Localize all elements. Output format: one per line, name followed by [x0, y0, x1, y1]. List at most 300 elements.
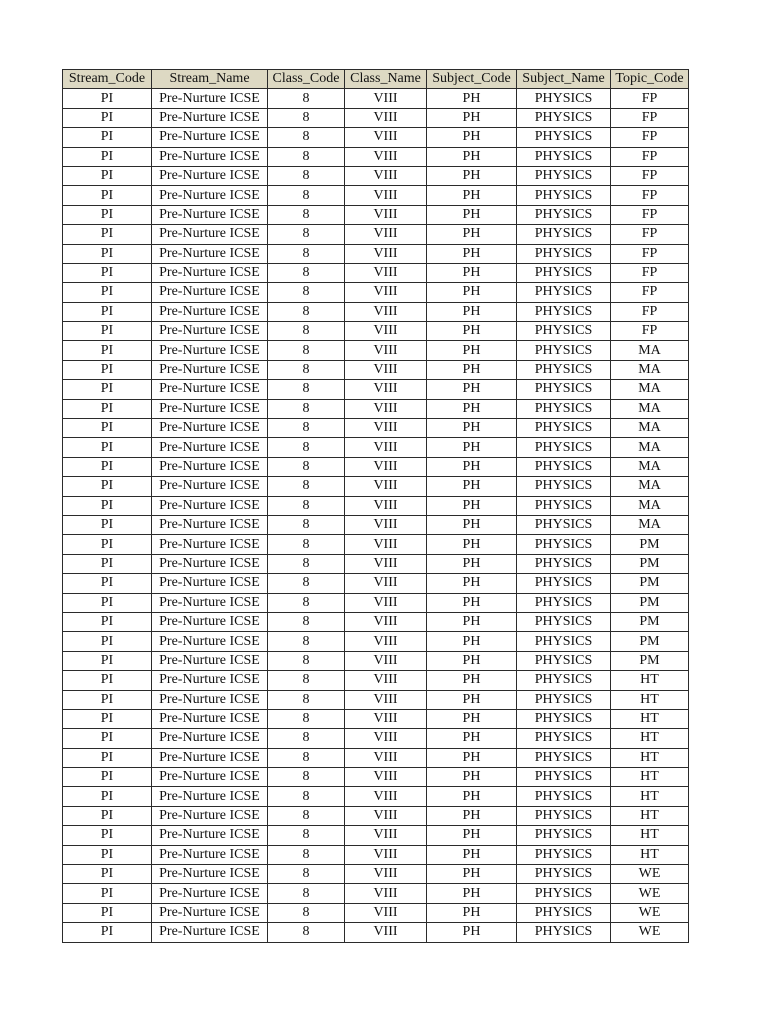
table-row — [63, 923, 689, 942]
subject-code-cell: PH — [427, 205, 517, 224]
class-name-cell: VIII — [345, 632, 427, 651]
topic-code-cell: MA — [611, 399, 689, 418]
subject-code-cell: PH — [427, 322, 517, 341]
stream-code-cell: PI — [63, 438, 152, 457]
stream-code-cell: PI — [63, 748, 152, 767]
topic-code-cell: FP — [611, 283, 689, 302]
class-name-cell: VIII — [345, 865, 427, 884]
stream-name-cell: Pre-Nurture ICSE — [152, 612, 268, 631]
topic-code-cell: MA — [611, 360, 689, 379]
subject-code-cell: PH — [427, 438, 517, 457]
stream-name-cell: Pre-Nurture ICSE — [152, 748, 268, 767]
stream-name-cell: Pre-Nurture ICSE — [152, 147, 268, 166]
class-name-cell: VIII — [345, 845, 427, 864]
topic-code-cell: WE — [611, 923, 689, 942]
stream-name-cell: Pre-Nurture ICSE — [152, 380, 268, 399]
subject-name-cell: PHYSICS — [517, 729, 611, 748]
topic-code-cell: PM — [611, 593, 689, 612]
subject-name-cell: PHYSICS — [517, 322, 611, 341]
class-name-cell: VIII — [345, 923, 427, 942]
topic-code-cell: FP — [611, 322, 689, 341]
stream-code-cell: PI — [63, 535, 152, 554]
class-code-cell: 8 — [268, 341, 345, 360]
subject-code-cell: PH — [427, 302, 517, 321]
topic-code-cell: PM — [611, 612, 689, 631]
table-row — [63, 457, 689, 476]
class-name-cell: VIII — [345, 89, 427, 108]
stream-name-cell: Pre-Nurture ICSE — [152, 457, 268, 476]
subject-code-cell: PH — [427, 612, 517, 631]
stream-code-cell: PI — [63, 341, 152, 360]
subject-name-cell: PHYSICS — [517, 593, 611, 612]
subject-name-cell: PHYSICS — [517, 845, 611, 864]
stream-code-cell: PI — [63, 360, 152, 379]
subject-name-cell: PHYSICS — [517, 865, 611, 884]
subject-code-cell: PH — [427, 360, 517, 379]
class-code-cell: 8 — [268, 884, 345, 903]
header-class-name: Class_Name — [345, 70, 427, 89]
class-name-cell: VIII — [345, 612, 427, 631]
subject-name-cell: PHYSICS — [517, 496, 611, 515]
topic-code-cell: FP — [611, 166, 689, 185]
subject-code-cell: PH — [427, 399, 517, 418]
topic-code-cell: MA — [611, 341, 689, 360]
class-name-cell: VIII — [345, 515, 427, 534]
stream-name-cell: Pre-Nurture ICSE — [152, 341, 268, 360]
class-name-cell: VIII — [345, 709, 427, 728]
subject-code-cell: PH — [427, 554, 517, 573]
stream-code-cell: PI — [63, 419, 152, 438]
stream-name-cell: Pre-Nurture ICSE — [152, 225, 268, 244]
topic-code-cell: HT — [611, 709, 689, 728]
class-code-cell: 8 — [268, 380, 345, 399]
subject-name-cell: PHYSICS — [517, 709, 611, 728]
stream-code-cell: PI — [63, 283, 152, 302]
class-code-cell: 8 — [268, 574, 345, 593]
stream-code-cell: PI — [63, 787, 152, 806]
stream-name-cell: Pre-Nurture ICSE — [152, 845, 268, 864]
stream-code-cell: PI — [63, 496, 152, 515]
subject-code-cell: PH — [427, 515, 517, 534]
stream-code-cell: PI — [63, 399, 152, 418]
class-code-cell: 8 — [268, 477, 345, 496]
topic-code-cell: MA — [611, 477, 689, 496]
stream-code-cell: PI — [63, 768, 152, 787]
table-row — [63, 360, 689, 379]
data-table — [62, 69, 689, 943]
subject-code-cell: PH — [427, 535, 517, 554]
stream-code-cell: PI — [63, 128, 152, 147]
stream-name-cell: Pre-Nurture ICSE — [152, 166, 268, 185]
stream-code-cell: PI — [63, 186, 152, 205]
stream-name-cell: Pre-Nurture ICSE — [152, 632, 268, 651]
subject-code-cell: PH — [427, 903, 517, 922]
stream-name-cell: Pre-Nurture ICSE — [152, 515, 268, 534]
stream-name-cell: Pre-Nurture ICSE — [152, 438, 268, 457]
table-row — [63, 574, 689, 593]
class-name-cell: VIII — [345, 787, 427, 806]
subject-name-cell: PHYSICS — [517, 690, 611, 709]
class-name-cell: VIII — [345, 186, 427, 205]
subject-name-cell: PHYSICS — [517, 574, 611, 593]
table-row — [63, 108, 689, 127]
subject-code-cell: PH — [427, 632, 517, 651]
topic-code-cell: FP — [611, 89, 689, 108]
subject-name-cell: PHYSICS — [517, 748, 611, 767]
topic-code-cell: MA — [611, 380, 689, 399]
subject-code-cell: PH — [427, 768, 517, 787]
table-header — [63, 70, 689, 89]
table-row — [63, 612, 689, 631]
class-code-cell: 8 — [268, 457, 345, 476]
topic-code-cell: PM — [611, 574, 689, 593]
table-row — [63, 322, 689, 341]
class-name-cell: VIII — [345, 593, 427, 612]
class-code-cell: 8 — [268, 748, 345, 767]
class-code-cell: 8 — [268, 419, 345, 438]
subject-name-cell: PHYSICS — [517, 612, 611, 631]
class-name-cell: VIII — [345, 128, 427, 147]
class-code-cell: 8 — [268, 225, 345, 244]
subject-code-cell: PH — [427, 709, 517, 728]
class-name-cell: VIII — [345, 690, 427, 709]
class-name-cell: VIII — [345, 768, 427, 787]
class-code-cell: 8 — [268, 923, 345, 942]
stream-code-cell: PI — [63, 322, 152, 341]
topic-code-cell: WE — [611, 865, 689, 884]
stream-code-cell: PI — [63, 263, 152, 282]
table-row — [63, 205, 689, 224]
stream-name-cell: Pre-Nurture ICSE — [152, 826, 268, 845]
stream-code-cell: PI — [63, 147, 152, 166]
table-row — [63, 244, 689, 263]
class-code-cell: 8 — [268, 729, 345, 748]
class-code-cell: 8 — [268, 845, 345, 864]
stream-code-cell: PI — [63, 845, 152, 864]
stream-code-cell: PI — [63, 709, 152, 728]
stream-code-cell: PI — [63, 554, 152, 573]
class-code-cell: 8 — [268, 399, 345, 418]
subject-name-cell: PHYSICS — [517, 651, 611, 670]
class-code-cell: 8 — [268, 612, 345, 631]
subject-code-cell: PH — [427, 690, 517, 709]
table-row — [63, 554, 689, 573]
stream-name-cell: Pre-Nurture ICSE — [152, 709, 268, 728]
subject-name-cell: PHYSICS — [517, 632, 611, 651]
table-row — [63, 709, 689, 728]
topic-code-cell: MA — [611, 496, 689, 515]
class-code-cell: 8 — [268, 806, 345, 825]
subject-name-cell: PHYSICS — [517, 438, 611, 457]
subject-name-cell: PHYSICS — [517, 535, 611, 554]
class-code-cell: 8 — [268, 690, 345, 709]
table-row — [63, 690, 689, 709]
subject-code-cell: PH — [427, 651, 517, 670]
class-name-cell: VIII — [345, 477, 427, 496]
table-row — [63, 729, 689, 748]
table-row — [63, 438, 689, 457]
class-code-cell: 8 — [268, 768, 345, 787]
stream-code-cell: PI — [63, 651, 152, 670]
class-name-cell: VIII — [345, 283, 427, 302]
class-name-cell: VIII — [345, 826, 427, 845]
class-name-cell: VIII — [345, 884, 427, 903]
stream-code-cell: PI — [63, 89, 152, 108]
table-row — [63, 671, 689, 690]
table-row — [63, 477, 689, 496]
table-row — [63, 283, 689, 302]
stream-name-cell: Pre-Nurture ICSE — [152, 923, 268, 942]
subject-code-cell: PH — [427, 671, 517, 690]
stream-code-cell: PI — [63, 884, 152, 903]
stream-name-cell: Pre-Nurture ICSE — [152, 729, 268, 748]
stream-name-cell: Pre-Nurture ICSE — [152, 283, 268, 302]
class-name-cell: VIII — [345, 651, 427, 670]
subject-name-cell: PHYSICS — [517, 477, 611, 496]
subject-name-cell: PHYSICS — [517, 903, 611, 922]
header-topic-code: Topic_Code — [611, 70, 689, 89]
subject-code-cell: PH — [427, 225, 517, 244]
table-row — [63, 826, 689, 845]
subject-name-cell: PHYSICS — [517, 283, 611, 302]
stream-code-cell: PI — [63, 903, 152, 922]
topic-code-cell: HT — [611, 690, 689, 709]
stream-code-cell: PI — [63, 806, 152, 825]
topic-code-cell: HT — [611, 826, 689, 845]
subject-code-cell: PH — [427, 574, 517, 593]
stream-name-cell: Pre-Nurture ICSE — [152, 419, 268, 438]
table-row — [63, 128, 689, 147]
class-code-cell: 8 — [268, 438, 345, 457]
class-code-cell: 8 — [268, 651, 345, 670]
subject-code-cell: PH — [427, 341, 517, 360]
class-code-cell: 8 — [268, 302, 345, 321]
class-code-cell: 8 — [268, 903, 345, 922]
table-row — [63, 768, 689, 787]
class-code-cell: 8 — [268, 128, 345, 147]
subject-code-cell: PH — [427, 826, 517, 845]
class-name-cell: VIII — [345, 496, 427, 515]
table-row — [63, 593, 689, 612]
class-name-cell: VIII — [345, 671, 427, 690]
stream-name-cell: Pre-Nurture ICSE — [152, 593, 268, 612]
topic-code-cell: MA — [611, 419, 689, 438]
class-name-cell: VIII — [345, 399, 427, 418]
topic-code-cell: WE — [611, 884, 689, 903]
header-subject-code: Subject_Code — [427, 70, 517, 89]
subject-code-cell: PH — [427, 147, 517, 166]
table-row — [63, 186, 689, 205]
topic-code-cell: MA — [611, 457, 689, 476]
subject-name-cell: PHYSICS — [517, 515, 611, 534]
subject-name-cell: PHYSICS — [517, 263, 611, 282]
topic-code-cell: MA — [611, 515, 689, 534]
class-code-cell: 8 — [268, 515, 345, 534]
topic-code-cell: MA — [611, 438, 689, 457]
class-code-cell: 8 — [268, 147, 345, 166]
class-name-cell: VIII — [345, 748, 427, 767]
subject-code-cell: PH — [427, 244, 517, 263]
table-row — [63, 147, 689, 166]
subject-name-cell: PHYSICS — [517, 380, 611, 399]
stream-code-cell: PI — [63, 380, 152, 399]
class-name-cell: VIII — [345, 360, 427, 379]
topic-code-cell: HT — [611, 748, 689, 767]
class-name-cell: VIII — [345, 457, 427, 476]
stream-code-cell: PI — [63, 302, 152, 321]
class-code-cell: 8 — [268, 205, 345, 224]
subject-name-cell: PHYSICS — [517, 826, 611, 845]
class-code-cell: 8 — [268, 671, 345, 690]
topic-code-cell: HT — [611, 787, 689, 806]
stream-code-cell: PI — [63, 166, 152, 185]
subject-name-cell: PHYSICS — [517, 419, 611, 438]
class-code-cell: 8 — [268, 89, 345, 108]
subject-code-cell: PH — [427, 806, 517, 825]
class-name-cell: VIII — [345, 574, 427, 593]
stream-name-cell: Pre-Nurture ICSE — [152, 205, 268, 224]
topic-code-cell: PM — [611, 651, 689, 670]
class-name-cell: VIII — [345, 147, 427, 166]
subject-name-cell: PHYSICS — [517, 341, 611, 360]
stream-code-cell: PI — [63, 225, 152, 244]
class-name-cell: VIII — [345, 322, 427, 341]
topic-code-cell: FP — [611, 128, 689, 147]
subject-code-cell: PH — [427, 186, 517, 205]
topic-code-cell: HT — [611, 729, 689, 748]
stream-code-cell: PI — [63, 612, 152, 631]
topic-code-cell: HT — [611, 845, 689, 864]
subject-code-cell: PH — [427, 923, 517, 942]
subject-name-cell: PHYSICS — [517, 399, 611, 418]
subject-name-cell: PHYSICS — [517, 554, 611, 573]
stream-code-cell: PI — [63, 729, 152, 748]
table-row — [63, 903, 689, 922]
header-stream-code: Stream_Code — [63, 70, 152, 89]
class-code-cell: 8 — [268, 263, 345, 282]
subject-name-cell: PHYSICS — [517, 457, 611, 476]
topic-code-cell: FP — [611, 108, 689, 127]
stream-code-cell: PI — [63, 923, 152, 942]
table-row — [63, 225, 689, 244]
table-row — [63, 166, 689, 185]
subject-code-cell: PH — [427, 263, 517, 282]
topic-code-cell: PM — [611, 535, 689, 554]
class-code-cell: 8 — [268, 244, 345, 263]
subject-code-cell: PH — [427, 89, 517, 108]
subject-code-cell: PH — [427, 419, 517, 438]
stream-code-cell: PI — [63, 865, 152, 884]
stream-name-cell: Pre-Nurture ICSE — [152, 671, 268, 690]
class-code-cell: 8 — [268, 322, 345, 341]
class-code-cell: 8 — [268, 360, 345, 379]
subject-code-cell: PH — [427, 496, 517, 515]
table-row — [63, 865, 689, 884]
class-code-cell: 8 — [268, 283, 345, 302]
class-code-cell: 8 — [268, 108, 345, 127]
subject-name-cell: PHYSICS — [517, 671, 611, 690]
table-row — [63, 806, 689, 825]
topic-code-cell: HT — [611, 671, 689, 690]
subject-name-cell: PHYSICS — [517, 244, 611, 263]
subject-code-cell: PH — [427, 884, 517, 903]
stream-code-cell: PI — [63, 690, 152, 709]
stream-name-cell: Pre-Nurture ICSE — [152, 690, 268, 709]
subject-name-cell: PHYSICS — [517, 89, 611, 108]
stream-code-cell: PI — [63, 457, 152, 476]
subject-name-cell: PHYSICS — [517, 147, 611, 166]
class-name-cell: VIII — [345, 341, 427, 360]
subject-code-cell: PH — [427, 865, 517, 884]
stream-name-cell: Pre-Nurture ICSE — [152, 128, 268, 147]
class-name-cell: VIII — [345, 205, 427, 224]
class-name-cell: VIII — [345, 302, 427, 321]
class-name-cell: VIII — [345, 903, 427, 922]
stream-code-cell: PI — [63, 632, 152, 651]
stream-name-cell: Pre-Nurture ICSE — [152, 302, 268, 321]
class-name-cell: VIII — [345, 554, 427, 573]
class-code-cell: 8 — [268, 632, 345, 651]
table-row — [63, 89, 689, 108]
stream-name-cell: Pre-Nurture ICSE — [152, 768, 268, 787]
table-body — [63, 89, 689, 942]
stream-name-cell: Pre-Nurture ICSE — [152, 496, 268, 515]
class-code-cell: 8 — [268, 554, 345, 573]
subject-name-cell: PHYSICS — [517, 186, 611, 205]
class-code-cell: 8 — [268, 865, 345, 884]
topic-code-cell: FP — [611, 302, 689, 321]
table-row — [63, 341, 689, 360]
subject-name-cell: PHYSICS — [517, 302, 611, 321]
class-name-cell: VIII — [345, 806, 427, 825]
topic-code-cell: FP — [611, 263, 689, 282]
subject-code-cell: PH — [427, 593, 517, 612]
subject-code-cell: PH — [427, 748, 517, 767]
stream-name-cell: Pre-Nurture ICSE — [152, 865, 268, 884]
stream-name-cell: Pre-Nurture ICSE — [152, 399, 268, 418]
topic-code-cell: HT — [611, 806, 689, 825]
subject-code-cell: PH — [427, 457, 517, 476]
subject-name-cell: PHYSICS — [517, 225, 611, 244]
stream-name-cell: Pre-Nurture ICSE — [152, 244, 268, 263]
subject-code-cell: PH — [427, 166, 517, 185]
table-row — [63, 399, 689, 418]
subject-name-cell: PHYSICS — [517, 768, 611, 787]
subject-name-cell: PHYSICS — [517, 360, 611, 379]
subject-name-cell: PHYSICS — [517, 806, 611, 825]
class-code-cell: 8 — [268, 593, 345, 612]
class-name-cell: VIII — [345, 244, 427, 263]
table-row — [63, 419, 689, 438]
stream-name-cell: Pre-Nurture ICSE — [152, 108, 268, 127]
class-name-cell: VIII — [345, 438, 427, 457]
topic-code-cell: FP — [611, 205, 689, 224]
subject-name-cell: PHYSICS — [517, 166, 611, 185]
topic-code-cell: PM — [611, 554, 689, 573]
class-code-cell: 8 — [268, 709, 345, 728]
class-code-cell: 8 — [268, 186, 345, 205]
subject-name-cell: PHYSICS — [517, 787, 611, 806]
class-name-cell: VIII — [345, 535, 427, 554]
class-name-cell: VIII — [345, 225, 427, 244]
subject-code-cell: PH — [427, 283, 517, 302]
stream-name-cell: Pre-Nurture ICSE — [152, 554, 268, 573]
subject-name-cell: PHYSICS — [517, 128, 611, 147]
stream-name-cell: Pre-Nurture ICSE — [152, 322, 268, 341]
stream-name-cell: Pre-Nurture ICSE — [152, 903, 268, 922]
stream-name-cell: Pre-Nurture ICSE — [152, 787, 268, 806]
stream-name-cell: Pre-Nurture ICSE — [152, 535, 268, 554]
